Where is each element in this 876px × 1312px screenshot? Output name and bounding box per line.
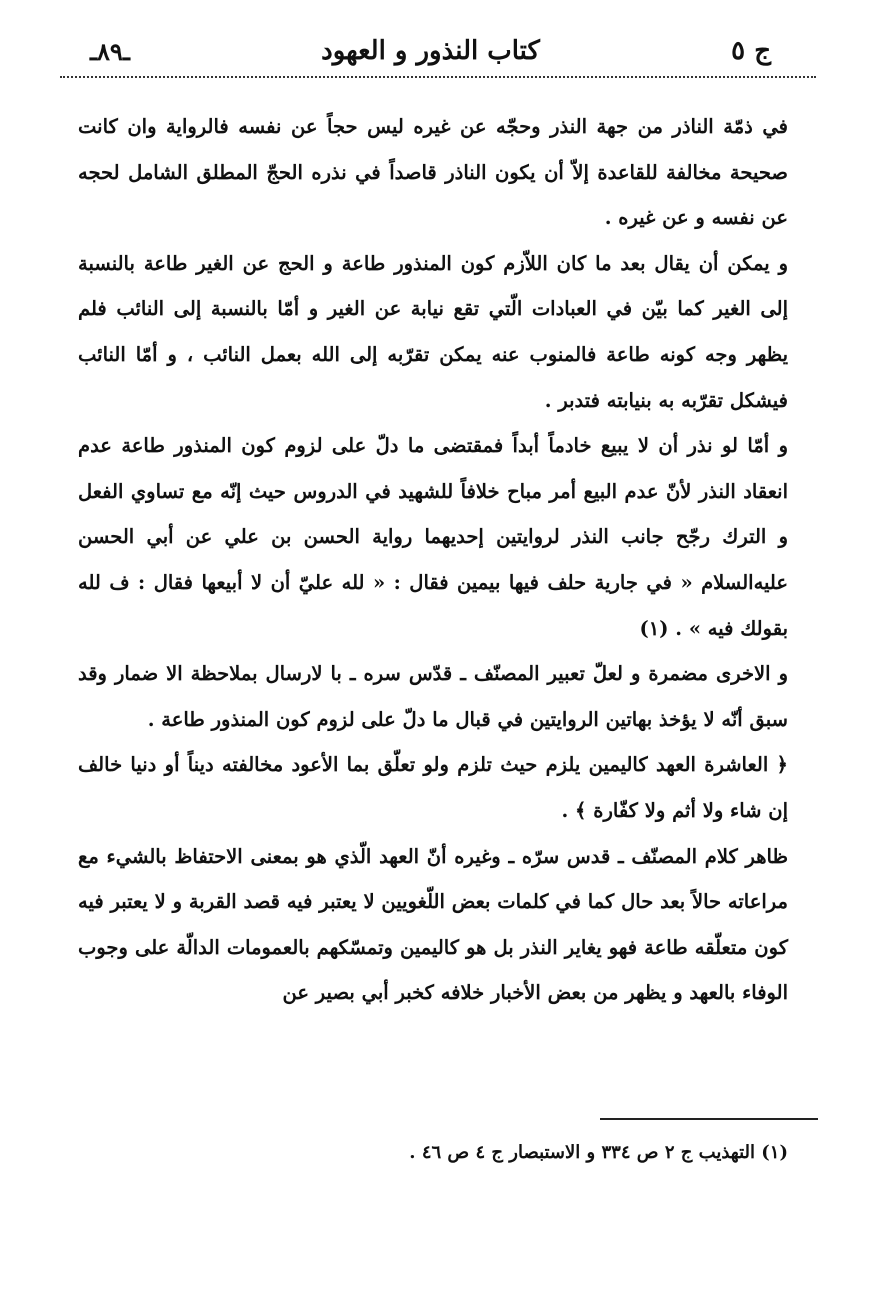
paragraph: في ذمّة الناذر من جهة النذر وحجّه عن غيره ليس حجاً عن نفسه فالرواية وان كانت صحيحة مخالفة للقاعدة إلاّ أن يكون الناذر قاصداً في نذره الحجّ المطلق الشامل لحجه عن نفسه و عن غيره . (78, 115, 788, 230)
main-text (78, 104, 788, 1016)
header-divider (60, 76, 816, 78)
paragraph: و الاخرى مضمرة و لعلّ تعبير المصنّف ـ قدّس سره ـ با لارسال بملاحظة الا ضمار وقد سبق أنّه لا يؤخذ بهاتين الروايتين في قبال ما دلّ على لزوم كون المنذور طاعة . (78, 662, 788, 731)
paragraph: ظاهر كلام المصنّف ـ قدس سرّه ـ وغيره أنّ العهد الّذي هو بمعنى الاحتفاظ بالشيء مع مراعاته حالاً بعد حال كما في كلمات بعض اللّغويين لا يعتبر فيه قصد القربة و لا يعتبر فيه كون متعلّقه طاعة فهو يغاير النذر بل هو كاليمين وتمسّكهم بالعمومات الدالّة على وجوب الوفاء بالعهد و يظهر من بعض الأخبار خلافه كخبر أبي بصير عن (78, 844, 788, 1005)
paragraph: و يمكن أن يقال بعد ما كان اللاّزم كون المنذور طاعة و الحج عن الغير طاعة بالنسبة إلى الغير كما بيّن في العبادات الّتي تقع نيابة عن الغير و أمّا بالنسبة إلى النائب فلم يظهر وجه كونه طاعة فالمنوب عنه يمكن تقرّبه إلى الله بعمل النائب ، و أمّا النائب فيشكل تقرّبه به بنيابته فتدبر . (78, 251, 788, 412)
book-title: كتاب النذور و العهود (321, 36, 540, 66)
volume-label: ج ٥ (731, 36, 771, 66)
page-number: ـ٨٩ـ (90, 36, 130, 66)
footnote-divider (600, 1118, 818, 1120)
footnote: (١) التهذيب ج ٢ ص ٣٣٤ و الاستبصار ج ٤ ص ٤٦ . (409, 1142, 788, 1163)
paragraph: ﴿ العاشرة العهد كاليمين يلزم حيث تلزم ولو تعلّق بما الأعود مخالفته ديناً أو دنيا خالف إن شاء ولا أثم ولا كفّارة ﴾ . (78, 753, 788, 822)
page-header (90, 28, 771, 74)
paragraph: و أمّا لو نذر أن لا يبيع خادماً أبداً فمقتضى ما دلّ على لزوم كون المنذور طاعة عدم انعقاد النذر لأنّ عدم البيع أمر مباح خلافاً للشهيد في الدروس حيث إنّه مع تساوي الفعل و الترك رجّح جانب النذر لروايتين إحديهما رواية الحسن بن علي عن أبي الحسن عليه‌السلام « في جارية حلف فيها بيمين فقال : « لله عليّ أن لا أبيعها فقال : ف لله بقولك فيه » . (١) (78, 434, 788, 640)
